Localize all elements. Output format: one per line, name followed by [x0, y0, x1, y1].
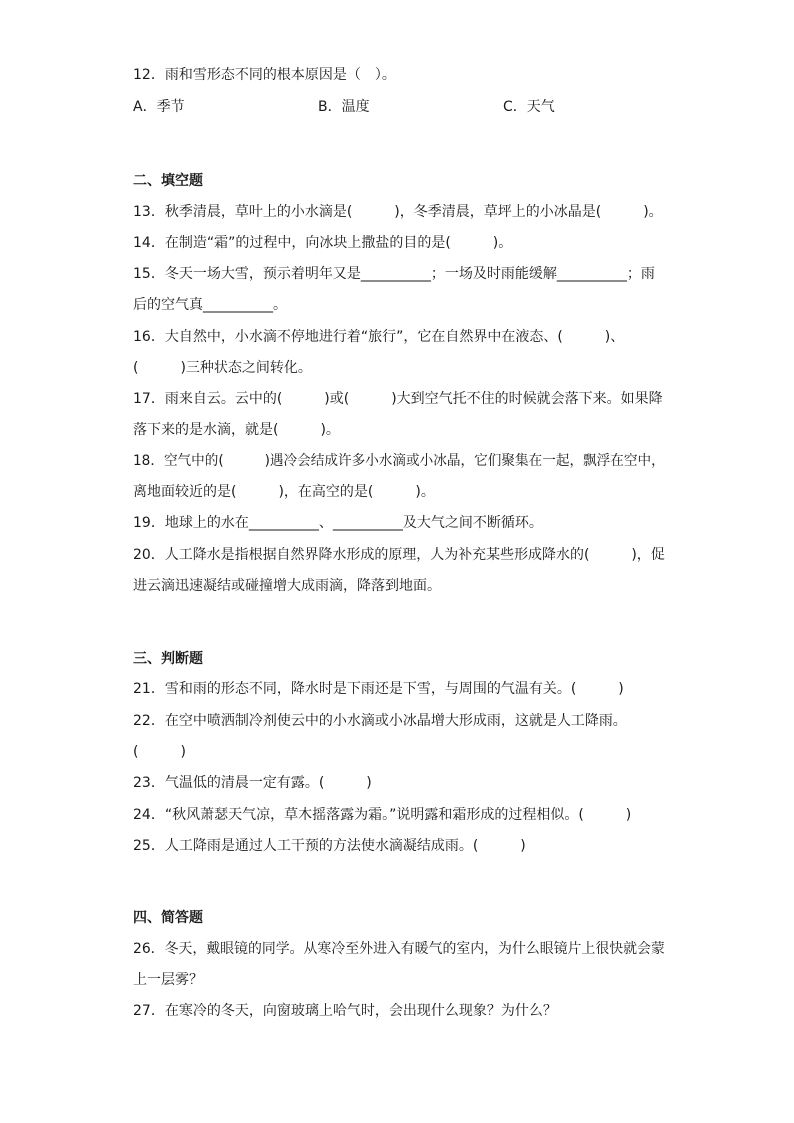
question-13: 13．秋季清晨，草叶上的小水滴是( )，冬季清晨，草坪上的小冰晶是( )。 — [133, 204, 663, 220]
question-21: 21．雪和雨的形态不同，降水时是下雨还是下雪，与周围的气温有关。( ) — [133, 681, 624, 697]
question-12: 12．雨和雪形态不同的根本原因是（ ）。 — [133, 67, 396, 83]
question-23: 23．气温低的清晨一定有露。( ) — [133, 775, 372, 791]
question-17-line-1: 17．雨来自云。云中的( )或( )大到空气托不住的时候就会落下来。如果降 — [133, 391, 663, 407]
question-27: 27．在寒冷的冬天，向窗玻璃上哈气时，会出现什么现象？为什么？ — [133, 1003, 557, 1019]
q12-option-b: B．温度 — [318, 99, 370, 115]
question-15-line-1: 15．冬天一场大雪，预示着明年又是__________；一场及时雨能缓解__________；雨 — [133, 266, 655, 282]
q12-option-a: A．季节 — [133, 99, 185, 115]
question-19: 19．地球上的水在__________、__________及大气之间不断循环。 — [133, 515, 543, 531]
question-25: 25．人工降雨是通过人工干预的方法使水滴凝结成雨。( ) — [133, 838, 526, 854]
section-heading-fill-blank: 二、填空题 — [133, 173, 203, 189]
question-16-line-1: 16．大自然中，小水滴不停地进行着“旅行”，它在自然界中在液态、( )、 — [133, 329, 625, 345]
question-18-line-2: 离地面较近的是( )，在高空的是( )。 — [133, 484, 435, 500]
question-15-line-2: 后的空气真__________。 — [133, 297, 287, 313]
question-24: 24．“秋风萧瑟天气凉，草木摇落露为霜。”说明露和霜形成的过程相似。( ) — [133, 807, 632, 823]
question-26-line-2: 上一层雾？ — [133, 972, 203, 988]
q12-option-c: C．天气 — [503, 99, 555, 115]
question-20-line-2: 进云滴迅速凝结或碰撞增大成雨滴，降落到地面。 — [133, 578, 441, 594]
question-18-line-1: 18．空气中的( )遇冷会结成许多小水滴或小冰晶，它们聚集在一起，飘浮在空中， — [133, 453, 665, 469]
question-22-line-2: ( ) — [133, 744, 186, 760]
section-heading-true-false: 三、判断题 — [133, 651, 203, 667]
question-17-line-2: 落下来的是水滴，就是( )。 — [133, 422, 340, 438]
question-20-line-1: 20．人工降水是指根据自然界降水形成的原理，人为补充某些形成降水的( )，促 — [133, 547, 665, 563]
question-14: 14．在制造“霜”的过程中，向冰块上撒盐的目的是( )。 — [133, 235, 513, 251]
question-22-line-1: 22．在空中喷洒制冷剂使云中的小水滴或小冰晶增大形成雨，这就是人工降雨。 — [133, 713, 627, 729]
question-16-line-2: ( )三种状态之间转化。 — [133, 360, 312, 376]
question-26-line-1: 26．冬天，戴眼镜的同学。从寒冷至外进入有暖气的室内，为什么眼镜片上很快就会蒙 — [133, 941, 665, 957]
section-heading-short-answer: 四、简答题 — [133, 910, 203, 926]
